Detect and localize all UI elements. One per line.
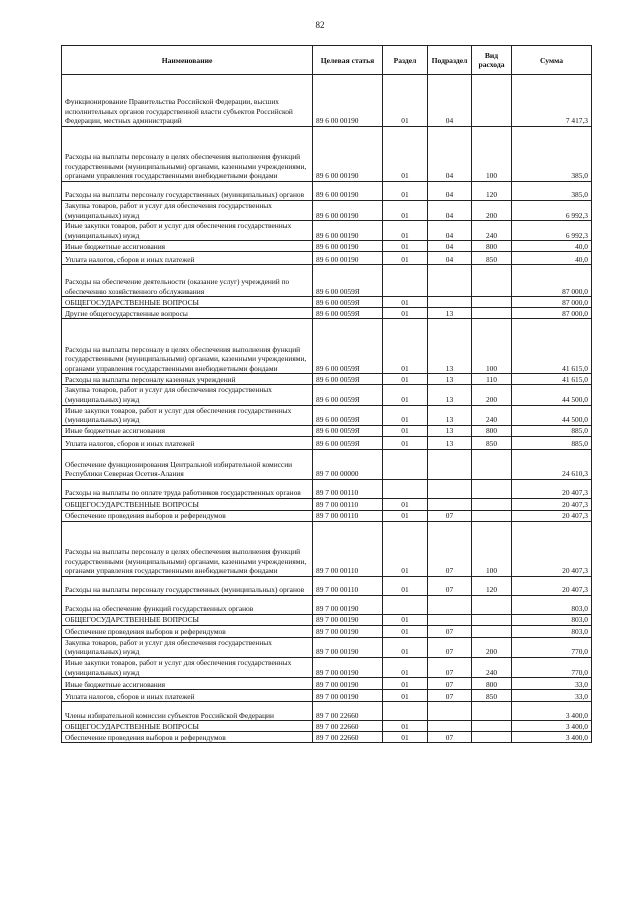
- table-row: [62, 595, 592, 614]
- table-row: [62, 265, 592, 297]
- cell-kind: [472, 449, 512, 479]
- cell-kind: 240: [472, 405, 512, 425]
- table-row: [62, 127, 592, 182]
- cell-kind: 850: [472, 252, 512, 265]
- cell-name: ОБЩЕГОСУДАРСТВЕННЫЕ ВОПРОСЫ: [62, 614, 313, 625]
- cell-name: Расходы на обеспечение функций государственных органов: [62, 595, 313, 614]
- cell-kind: [472, 265, 512, 297]
- cell-kind: 200: [472, 385, 512, 405]
- cell-subsection: 07: [428, 637, 472, 657]
- cell-subsection: 13: [428, 385, 472, 405]
- cell-subsection: [428, 265, 472, 297]
- cell-code: 89 7 00 22660: [313, 732, 383, 743]
- cell-amount: 385,0: [512, 182, 592, 201]
- cell-section: 01: [383, 657, 428, 677]
- cell-subsection: [428, 297, 472, 308]
- cell-code: 89 6 00 00190: [313, 201, 383, 221]
- cell-name: Расходы на выплаты персоналу в целях обеспечения выполнения функций государственными (муниципальными) органами, казенными учреждениями, органами управления государственными внебюджетными фондами: [62, 521, 313, 576]
- cell-kind: 120: [472, 576, 512, 595]
- cell-code: 89 6 00 0059Я: [313, 425, 383, 436]
- cell-amount: 41 615,0: [512, 319, 592, 374]
- cell-name: Расходы на выплаты персоналу в целях обеспечения выполнения функций государственными (муниципальными) органами, казенными учреждениями, органами управления государственными внебюджетными фондами: [62, 319, 313, 374]
- table-row: [62, 319, 592, 374]
- cell-subsection: [428, 449, 472, 479]
- cell-name: Уплата налогов, сборов и иных платежей: [62, 690, 313, 702]
- cell-code: 89 6 00 0059Я: [313, 308, 383, 319]
- cell-subsection: 04: [428, 75, 472, 127]
- cell-kind: 100: [472, 127, 512, 182]
- cell-kind: [472, 625, 512, 637]
- cell-subsection: 07: [428, 625, 472, 637]
- cell-kind: 240: [472, 657, 512, 677]
- cell-amount: 3 400,0: [512, 702, 592, 721]
- cell-kind: [472, 702, 512, 721]
- cell-amount: 20 407,3: [512, 498, 592, 510]
- cell-amount: 44 500,0: [512, 385, 592, 405]
- cell-subsection: 04: [428, 182, 472, 201]
- table-row: [62, 657, 592, 677]
- cell-name: Другие общегосударственные вопросы: [62, 308, 313, 319]
- cell-section: [383, 595, 428, 614]
- cell-subsection: 07: [428, 657, 472, 677]
- cell-amount: 44 500,0: [512, 405, 592, 425]
- cell-name: Функционирование Правительства Российской Федерации, высших исполнительных органов государственной власти субъектов Российской Федерации, местных администраций: [62, 75, 313, 127]
- cell-amount: 87 000,0: [512, 297, 592, 308]
- cell-section: 01: [383, 425, 428, 436]
- cell-kind: [472, 732, 512, 743]
- cell-kind: 100: [472, 521, 512, 576]
- cell-kind: 100: [472, 319, 512, 374]
- cell-code: 89 7 00 00190: [313, 614, 383, 625]
- table-row: [62, 425, 592, 436]
- cell-section: 01: [383, 625, 428, 637]
- cell-code: 89 7 00 00110: [313, 521, 383, 576]
- cell-name: Уплата налогов, сборов и иных платежей: [62, 436, 313, 449]
- cell-section: [383, 265, 428, 297]
- cell-subsection: 13: [428, 319, 472, 374]
- table-row: [62, 297, 592, 308]
- cell-kind: [472, 614, 512, 625]
- cell-kind: 200: [472, 637, 512, 657]
- cell-amount: 385,0: [512, 127, 592, 182]
- cell-code: 89 6 00 0059Я: [313, 374, 383, 385]
- cell-code: 89 6 00 00190: [313, 221, 383, 241]
- cell-name: Иные бюджетные ассигнования: [62, 425, 313, 436]
- cell-code: 89 7 00 00190: [313, 637, 383, 657]
- cell-section: 01: [383, 374, 428, 385]
- cell-section: 01: [383, 182, 428, 201]
- cell-kind: [472, 297, 512, 308]
- cell-amount: 20 407,3: [512, 510, 592, 521]
- cell-subsection: 07: [428, 576, 472, 595]
- cell-code: 89 6 00 0059Я: [313, 385, 383, 405]
- cell-subsection: 13: [428, 405, 472, 425]
- cell-amount: 6 992,3: [512, 201, 592, 221]
- cell-section: 01: [383, 385, 428, 405]
- cell-amount: 87 000,0: [512, 265, 592, 297]
- table-row: [62, 576, 592, 595]
- table-row: [62, 385, 592, 405]
- cell-name: Обеспечение проведения выборов и референдумов: [62, 732, 313, 743]
- cell-name: Расходы на выплаты персоналу в целях обеспечения выполнения функций государственными (муниципальными) органами, казенными учреждениями, органами управления государственными внебюджетными фондами: [62, 127, 313, 182]
- cell-name: Закупка товаров, работ и услуг для обеспечения государственных (муниципальных) нужд: [62, 385, 313, 405]
- table-row: [62, 498, 592, 510]
- table-row: [62, 182, 592, 201]
- cell-name: Иные закупки товаров, работ и услуг для обеспечения государственных (муниципальных) нужд: [62, 221, 313, 241]
- cell-section: 01: [383, 221, 428, 241]
- header-amount: Сумма: [512, 46, 592, 75]
- cell-name: Закупка товаров, работ и услуг для обеспечения государственных (муниципальных) нужд: [62, 637, 313, 657]
- cell-kind: [472, 75, 512, 127]
- cell-amount: 40,0: [512, 241, 592, 252]
- cell-name: Обеспечение проведения выборов и референдумов: [62, 510, 313, 521]
- cell-code: 89 7 00 22660: [313, 721, 383, 732]
- cell-code: 89 6 00 0059Я: [313, 265, 383, 297]
- cell-name: Иные бюджетные ассигнования: [62, 678, 313, 690]
- cell-subsection: 13: [428, 425, 472, 436]
- cell-code: 89 6 00 0059Я: [313, 297, 383, 308]
- table-row: [62, 721, 592, 732]
- cell-name: Закупка товаров, работ и услуг для обеспечения государственных (муниципальных) нужд: [62, 201, 313, 221]
- cell-name: Расходы на выплаты персоналу казенных учреждений: [62, 374, 313, 385]
- table-row: [62, 702, 592, 721]
- cell-name: Иные закупки товаров, работ и услуг для обеспечения государственных (муниципальных) нужд: [62, 657, 313, 677]
- cell-section: 01: [383, 319, 428, 374]
- cell-subsection: 04: [428, 127, 472, 182]
- cell-amount: 20 407,3: [512, 479, 592, 498]
- cell-kind: 200: [472, 201, 512, 221]
- cell-kind: 800: [472, 678, 512, 690]
- table-row: [62, 449, 592, 479]
- cell-kind: [472, 498, 512, 510]
- cell-name: Уплата налогов, сборов и иных платежей: [62, 252, 313, 265]
- cell-amount: 770,0: [512, 637, 592, 657]
- table-row: [62, 374, 592, 385]
- header-code: Целевая статья: [313, 46, 383, 75]
- table-body: [62, 75, 592, 743]
- cell-name: Расходы на выплаты персоналу государственных (муниципальных) органов: [62, 576, 313, 595]
- cell-subsection: 07: [428, 690, 472, 702]
- cell-amount: 803,0: [512, 614, 592, 625]
- cell-section: 01: [383, 405, 428, 425]
- cell-amount: 3 400,0: [512, 732, 592, 743]
- cell-section: 01: [383, 732, 428, 743]
- cell-section: 01: [383, 637, 428, 657]
- cell-code: 89 6 00 00190: [313, 75, 383, 127]
- cell-amount: 33,0: [512, 678, 592, 690]
- table-row: [62, 625, 592, 637]
- cell-kind: [472, 595, 512, 614]
- cell-amount: 40,0: [512, 252, 592, 265]
- page-number: 82: [315, 20, 325, 30]
- cell-name: Обеспечение функционирования Центральной избирательной комиссии Республики Северная Осетия-Алания: [62, 449, 313, 479]
- cell-kind: [472, 510, 512, 521]
- cell-code: 89 7 00 00190: [313, 690, 383, 702]
- table-row: [62, 241, 592, 252]
- cell-section: 01: [383, 241, 428, 252]
- cell-amount: 7 417,3: [512, 75, 592, 127]
- cell-subsection: [428, 721, 472, 732]
- cell-section: [383, 479, 428, 498]
- cell-name: Иные бюджетные ассигнования: [62, 241, 313, 252]
- table-row: [62, 614, 592, 625]
- table-row: [62, 732, 592, 743]
- cell-code: 89 6 00 0059Я: [313, 405, 383, 425]
- table-row: [62, 252, 592, 265]
- cell-amount: 803,0: [512, 595, 592, 614]
- header-subsection: Подраздел: [428, 46, 472, 75]
- cell-kind: 120: [472, 182, 512, 201]
- cell-kind: 800: [472, 241, 512, 252]
- cell-amount: 803,0: [512, 625, 592, 637]
- cell-kind: [472, 479, 512, 498]
- cell-amount: 6 992,3: [512, 221, 592, 241]
- cell-subsection: [428, 479, 472, 498]
- cell-subsection: 04: [428, 241, 472, 252]
- header-kind: Вид расхода: [472, 46, 512, 75]
- cell-amount: 87 000,0: [512, 308, 592, 319]
- cell-section: 01: [383, 498, 428, 510]
- cell-section: 01: [383, 614, 428, 625]
- cell-kind: 800: [472, 425, 512, 436]
- cell-code: 89 7 00 00110: [313, 498, 383, 510]
- cell-section: [383, 449, 428, 479]
- cell-subsection: 13: [428, 436, 472, 449]
- header-name: Наименование: [62, 46, 313, 75]
- table-row: [62, 479, 592, 498]
- cell-amount: 770,0: [512, 657, 592, 677]
- cell-section: 01: [383, 521, 428, 576]
- table-row: [62, 690, 592, 702]
- cell-name: ОБЩЕГОСУДАРСТВЕННЫЕ ВОПРОСЫ: [62, 721, 313, 732]
- table-header-row: [62, 46, 592, 75]
- cell-subsection: [428, 614, 472, 625]
- cell-name: ОБЩЕГОСУДАРСТВЕННЫЕ ВОПРОСЫ: [62, 498, 313, 510]
- cell-code: 89 7 00 00190: [313, 657, 383, 677]
- cell-section: 01: [383, 127, 428, 182]
- cell-name: Члены избирательной комиссии субъектов Российской Федерации: [62, 702, 313, 721]
- cell-subsection: 13: [428, 308, 472, 319]
- budget-table: [61, 45, 592, 743]
- cell-code: 89 7 00 00190: [313, 625, 383, 637]
- table-row: [62, 678, 592, 690]
- cell-name: Обеспечение проведения выборов и референдумов: [62, 625, 313, 637]
- cell-amount: 3 400,0: [512, 721, 592, 732]
- cell-section: [383, 702, 428, 721]
- table-row: [62, 75, 592, 127]
- table-row: [62, 510, 592, 521]
- cell-name: Иные закупки товаров, работ и услуг для обеспечения государственных (муниципальных) нужд: [62, 405, 313, 425]
- cell-subsection: [428, 702, 472, 721]
- cell-subsection: 13: [428, 374, 472, 385]
- cell-section: 01: [383, 510, 428, 521]
- table-row: [62, 436, 592, 449]
- cell-kind: [472, 721, 512, 732]
- cell-amount: 885,0: [512, 436, 592, 449]
- cell-subsection: 04: [428, 201, 472, 221]
- cell-code: 89 6 00 00190: [313, 241, 383, 252]
- cell-code: 89 7 00 00110: [313, 576, 383, 595]
- table-row: [62, 405, 592, 425]
- cell-amount: 885,0: [512, 425, 592, 436]
- cell-section: 01: [383, 436, 428, 449]
- cell-code: 89 7 00 00190: [313, 595, 383, 614]
- cell-subsection: [428, 595, 472, 614]
- cell-section: 01: [383, 308, 428, 319]
- cell-name: Расходы на выплаты по оплате труда работников государственных органов: [62, 479, 313, 498]
- cell-kind: 850: [472, 690, 512, 702]
- cell-name: Расходы на обеспечение деятельности (оказание услуг) учреждений по обеспечению хозяйственного обслуживания: [62, 265, 313, 297]
- cell-kind: 850: [472, 436, 512, 449]
- cell-code: 89 6 00 00190: [313, 127, 383, 182]
- cell-kind: 110: [472, 374, 512, 385]
- cell-section: 01: [383, 297, 428, 308]
- cell-section: 01: [383, 721, 428, 732]
- cell-subsection: 04: [428, 221, 472, 241]
- cell-subsection: 07: [428, 678, 472, 690]
- cell-code: 89 6 00 00190: [313, 252, 383, 265]
- cell-code: 89 7 00 22660: [313, 702, 383, 721]
- cell-subsection: 07: [428, 521, 472, 576]
- cell-code: 89 7 00 00000: [313, 449, 383, 479]
- table-row: [62, 201, 592, 221]
- cell-kind: 240: [472, 221, 512, 241]
- cell-amount: 33,0: [512, 690, 592, 702]
- cell-subsection: 04: [428, 252, 472, 265]
- cell-code: 89 7 00 00190: [313, 678, 383, 690]
- header-section: Раздел: [383, 46, 428, 75]
- cell-code: 89 6 00 00190: [313, 182, 383, 201]
- cell-subsection: 07: [428, 732, 472, 743]
- cell-code: 89 6 00 0059Я: [313, 319, 383, 374]
- cell-name: ОБЩЕГОСУДАРСТВЕННЫЕ ВОПРОСЫ: [62, 297, 313, 308]
- cell-amount: 20 407,3: [512, 576, 592, 595]
- table-row: [62, 521, 592, 576]
- cell-section: 01: [383, 201, 428, 221]
- table-row: [62, 221, 592, 241]
- cell-code: 89 7 00 00110: [313, 479, 383, 498]
- cell-section: 01: [383, 678, 428, 690]
- cell-section: 01: [383, 576, 428, 595]
- table-row: [62, 637, 592, 657]
- cell-section: 01: [383, 690, 428, 702]
- cell-section: 01: [383, 75, 428, 127]
- cell-code: 89 6 00 0059Я: [313, 436, 383, 449]
- cell-amount: 24 610,3: [512, 449, 592, 479]
- cell-section: 01: [383, 252, 428, 265]
- cell-subsection: [428, 498, 472, 510]
- cell-subsection: 07: [428, 510, 472, 521]
- cell-amount: 20 407,3: [512, 521, 592, 576]
- cell-kind: [472, 308, 512, 319]
- table-row: [62, 308, 592, 319]
- cell-code: 89 7 00 00110: [313, 510, 383, 521]
- cell-name: Расходы на выплаты персоналу государственных (муниципальных) органов: [62, 182, 313, 201]
- cell-amount: 41 615,0: [512, 374, 592, 385]
